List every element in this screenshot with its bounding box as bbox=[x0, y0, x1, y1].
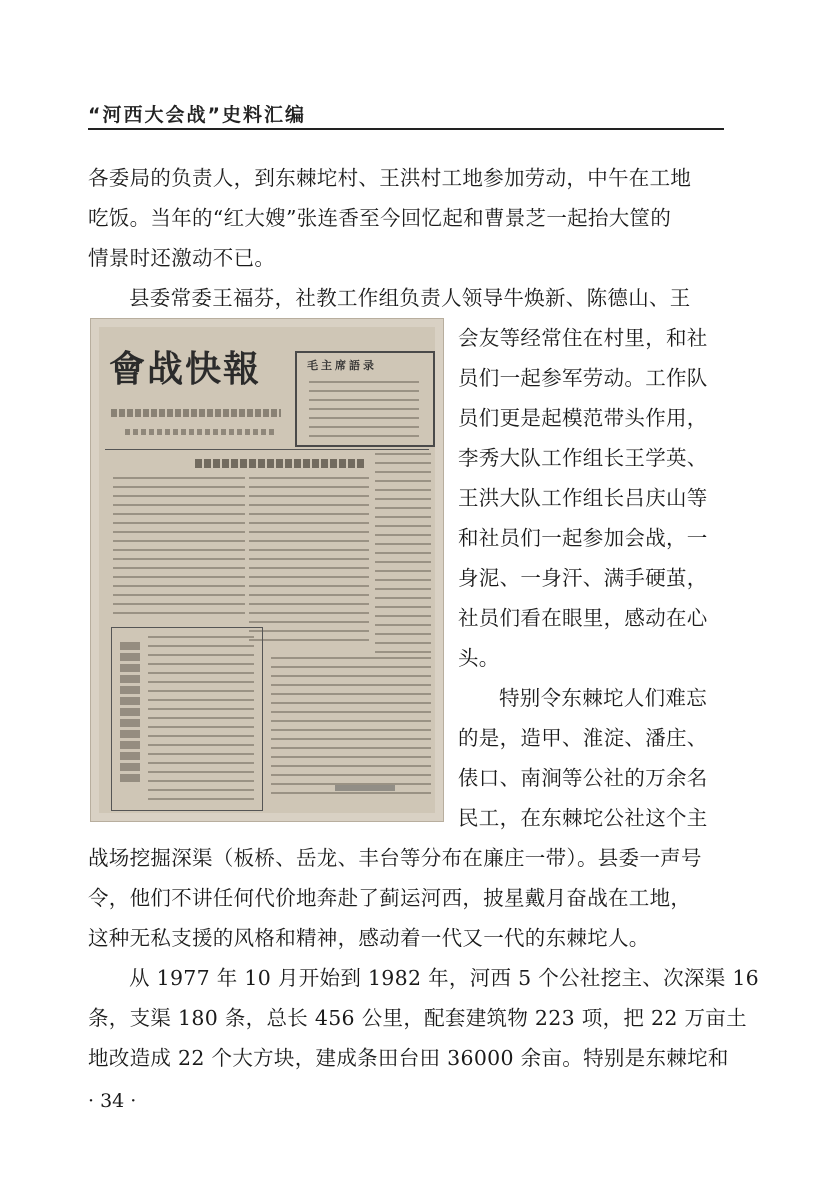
text-line: 战场挖掘深渠（板桥、岳龙、丰台等分布在廉庄一带）。县委一声号 bbox=[88, 846, 702, 870]
text-line: 员们一起参军劳动。工作队 bbox=[458, 366, 708, 390]
paragraph-3-full bbox=[88, 838, 724, 958]
page-number: · 34 · bbox=[88, 1090, 137, 1112]
running-header bbox=[88, 98, 724, 130]
text-line: 民工，在东棘坨公社这个主 bbox=[458, 806, 708, 830]
text-line: 情景时还激动不已。 bbox=[88, 246, 276, 270]
paragraph-3-side bbox=[458, 678, 724, 838]
text-line: 地改造成 22 个大方块，建成条田台田 36000 余亩。特别是东棘坨和 bbox=[88, 1046, 729, 1070]
newspaper-date-scribble bbox=[125, 429, 275, 435]
text-line: 的是，造甲、淮淀、潘庄、 bbox=[458, 726, 708, 750]
newspaper-page bbox=[99, 327, 435, 813]
text-line: 身泥、一身汗、满手硬茧， bbox=[458, 566, 708, 590]
text-line: 各委局的负责人，到东棘坨村、王洪村工地参加劳动，中午在工地 bbox=[88, 166, 692, 190]
inset-text bbox=[148, 636, 254, 800]
newspaper-photo bbox=[90, 318, 444, 822]
quotation-text bbox=[309, 381, 419, 437]
newspaper-subtitle-scribble bbox=[111, 409, 281, 417]
text-line: 特别令东棘坨人们难忘 bbox=[499, 686, 707, 710]
text-line: 从 1977 年 10 月开始到 1982 年，河西 5 个公社挖主、次深渠 16 bbox=[129, 966, 760, 990]
article-credit-scribble bbox=[335, 785, 395, 791]
paragraph-2-side bbox=[458, 318, 724, 678]
text-column bbox=[271, 657, 431, 797]
text-line: 和社员们一起参加会战，一 bbox=[458, 526, 708, 550]
quotation-box-title: 毛主席語录 bbox=[307, 359, 377, 372]
inset-vertical-title bbox=[120, 642, 140, 782]
newspaper-masthead: 會战快報 bbox=[109, 348, 262, 390]
text-line: 王洪大队工作组长吕庆山等 bbox=[458, 486, 708, 510]
text-line: 县委常委王福芬，社教工作组负责人领导牛焕新、陈德山、王 bbox=[129, 286, 691, 310]
inset-article bbox=[111, 627, 263, 811]
text-line: 这种无私支援的风格和精神，感动着一代又一代的东棘坨人。 bbox=[88, 926, 650, 950]
text-line: 条，支渠 180 条，总长 456 公里，配套建筑物 223 项，把 22 万亩土 bbox=[88, 1006, 747, 1030]
paragraph-1 bbox=[88, 158, 724, 278]
text-line: 俵口、南涧等公社的万余名 bbox=[458, 766, 708, 790]
text-line: 员们更是起模范带头作用， bbox=[458, 406, 708, 430]
divider bbox=[105, 449, 429, 450]
paragraph-4 bbox=[88, 958, 760, 1078]
newspaper-headline-scribble bbox=[195, 459, 365, 468]
header-title: “河西大会战”史料汇编 bbox=[88, 104, 306, 126]
quotation-box bbox=[295, 351, 435, 447]
text-line: 吃饭。当年的“红大嫂”张连香至今回忆起和曹景芝一起抬大筐的 bbox=[88, 206, 672, 230]
text-column bbox=[375, 453, 431, 653]
text-column bbox=[249, 477, 369, 647]
text-line: 令，他们不讲任何代价地奔赴了蓟运河西，披星戴月奋战在工地， bbox=[88, 886, 692, 910]
text-line: 头。 bbox=[458, 646, 500, 670]
text-line: 社员们看在眼里，感动在心 bbox=[458, 606, 708, 630]
text-line: 会友等经常住在村里，和社 bbox=[458, 326, 708, 350]
paragraph-2-first-line bbox=[88, 278, 724, 318]
text-column bbox=[113, 477, 245, 617]
text-line: 李秀大队工作组长王学英、 bbox=[458, 446, 708, 470]
